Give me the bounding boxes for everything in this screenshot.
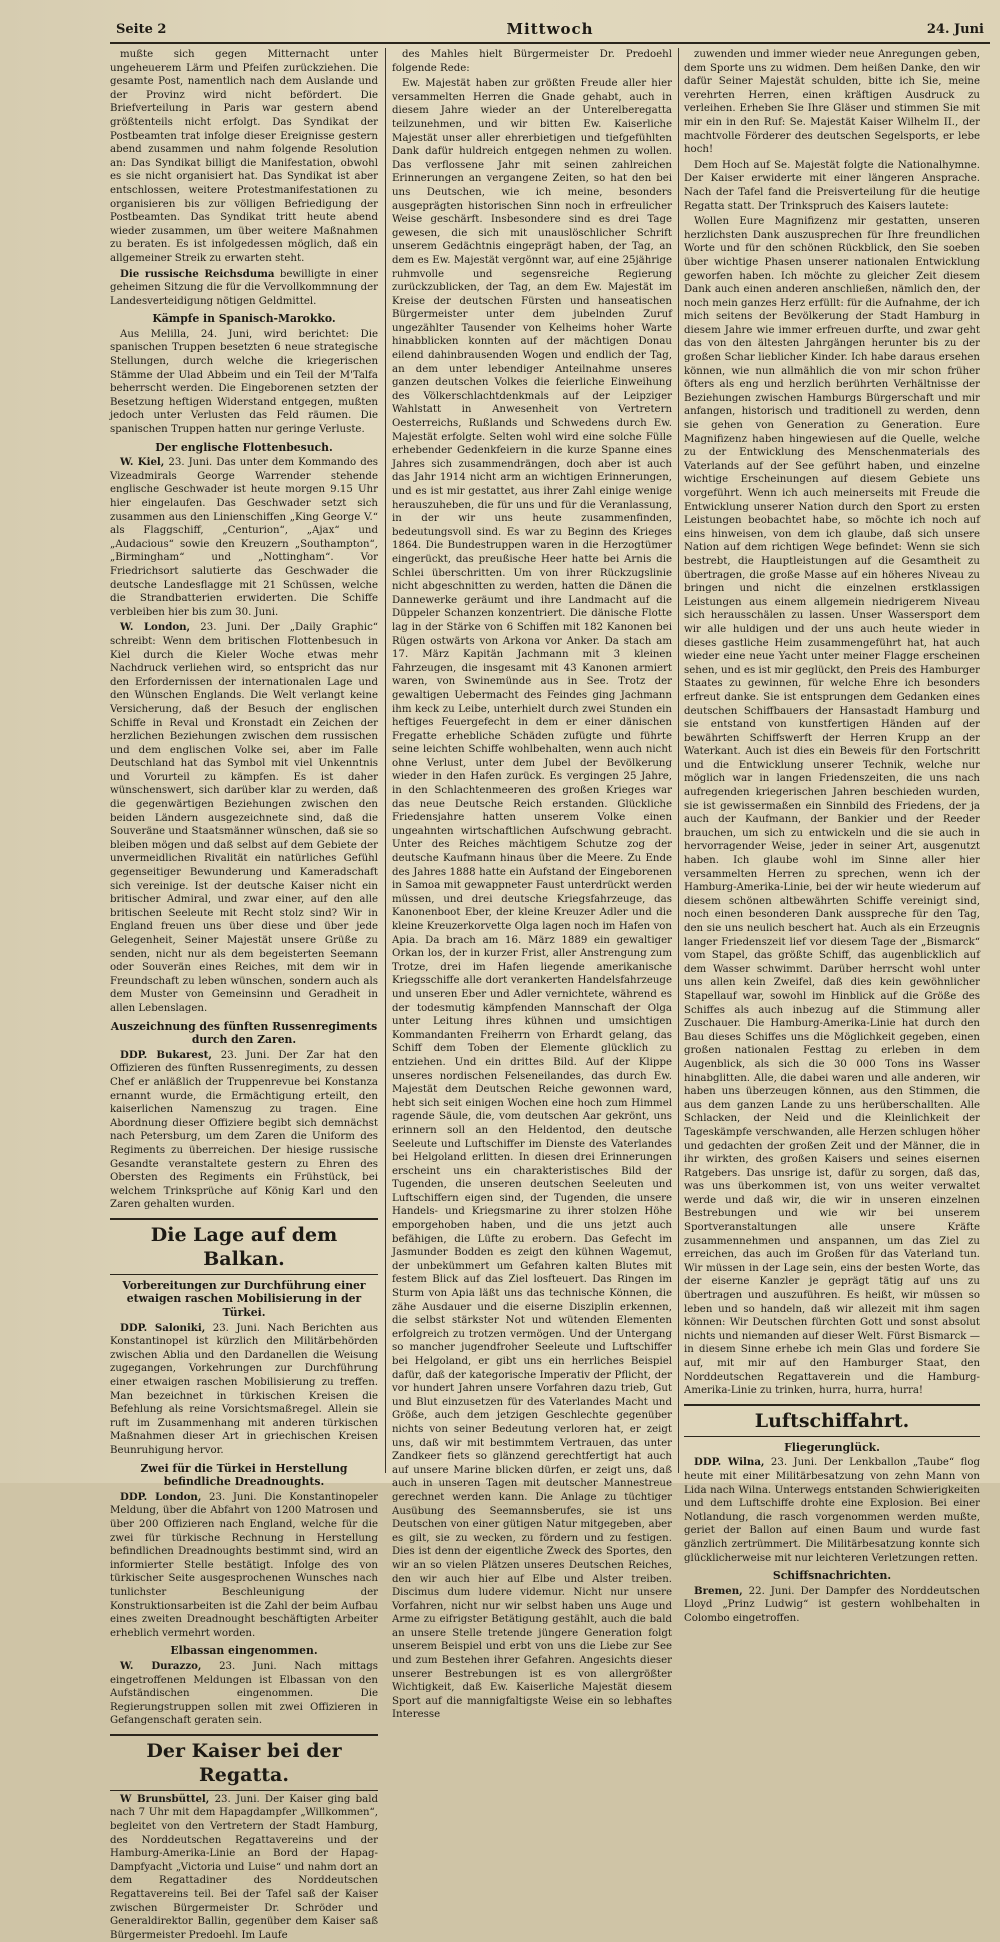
- masthead: [110, 20, 990, 44]
- article-body: 23. Juni. Der Kaiser ging bald nach 7 Uhr mit dem Hapagdampfer „Willkommen“, begleitet von den Vertretern der Stadt Hamburg, des Norddeutschen Regattavereins und der Hamburg-Amerika-Linie an Bord der Hapag-Dampfyacht „Victoria und Luise“ und nahm dort an dem Regattadiner des Norddeutschen Regattavereins teil. Bei der Tafel saß der Kaiser zwischen Bürgermeister Dr. Schröder und Generaldirektor Ballin, gegenüber dem Kaiser saß Bürgermeister Predoehl. Im Laufe: [110, 1793, 378, 1941]
- newspaper-day: Mittwoch: [506, 20, 594, 38]
- article-body: 23. Juni. Der Zar hat den Offizieren des fünften Russenregiments, zu dessen Chef er anläßlich der Truppenrevue bei Konstanza ernannt wurde, die Ermächtigung erteilt, den kaiserlichen Namenszug zu tragen. Eine Abordnung dieser Offiziere begibt sich demnächst nach Petersburg, um dem Zaren die Uniform des Regiments zu überreichen. Der hiesige russische Gesandte veranstaltete gestern zu Ehren des Obersten des Regiments ein Frühstück, bei welchem Trinksprüche auf König Karl und den Zaren gehalten wurden.: [110, 1049, 378, 1211]
- article-lead: W. Kiel,: [120, 456, 165, 469]
- article-heading: Kämpfe in Spanisch-Marokko.: [152, 312, 336, 326]
- article-lead: Bremen,: [694, 1584, 743, 1597]
- article-heading: Auszeichnung des fünften Russenregiments durch den Zaren.: [110, 1019, 378, 1047]
- article-text: [684, 1585, 980, 1626]
- article-body: 23. Juni. Das unter dem Kommando des Vizeadmirals George Warrender stehende englische Geschwader ist heute morgen 9.15 Uhr hier eingelaufen. Das Geschwader setzt sich zusammen aus den Linienschiffen „King George V.“ als Flaggschiff, „Centurion“, „Ajax“ und „Audacious“ sowie den Kreuzern „Southampton“, „Birmingham“ und „Nottingham“. Vor Friedrichsort salutierte das Geschwader die deutsche Landesflagge mit 21 Schüssen, welche die Strandbatterien erwiderten. Die Schiffe verbleiben hier bis zum 30. Juni.: [110, 457, 378, 618]
- section-headline: Luftschiffahrt.: [684, 1404, 980, 1437]
- article-heading: Der englische Flottenbesuch.: [155, 440, 333, 454]
- article-text: [110, 1660, 378, 1728]
- section-headline: Der Kaiser bei der Regatta.: [110, 1734, 378, 1791]
- article-body: 23. Juni. Der Lenkballon „Taube“ flog heute mit einer Militärbesatzung von zehn Mann von Lida nach Wilna. Unterwegs entstanden Schwierigkeiten und dem Luftschiffe drohte eine Explosion. Bei einer Notlandung, die rasch vorgenommen werden mußte, geriet der Ballon auf einen Baum und wurde fast gänzlich zertrümmert. Die Militärbesatzung konnte sich glücklicherweise mit nur leichteren Verletzungen retten.: [684, 1457, 980, 1564]
- article-text: des Mahles hielt Bürgermeister Dr. Predoehl folgende Rede:: [392, 49, 672, 74]
- article-text: Aus Melilla, 24. Juni, wird berichtet: Die spanischen Truppen besetzten 6 neue strategische Stellungen, durch welche die kriegerischen Stämme der Ulad Abbeim und ein Teil der M'Talfa beherrscht werden. Die Eingeborenen setzten der Besetzung heftigen Widerstand entgegen, mußten jedoch unter Verlusten das Feld räumen. Die spanischen Truppen hatten nur geringe Verluste.: [110, 328, 378, 436]
- article-text: [110, 1491, 378, 1641]
- article-heading: Schiffsnachrichten.: [772, 1569, 892, 1583]
- article-text: mußte sich gegen Mitternacht unter ungeheuerem Lärm und Pfeifen zurückziehen. Die gesamte Post, namentlich nach dem Auslande und der Provinz wird nicht befördert. Die Briefverteilung in Paris war gestern abend größtenteils nicht erfolgt. Das Syndikat der Postbeamten trat infolge dieser Ereignisse gestern abend zusammen und nahm folgende Resolution an: Das Syndikat billigt die Manifestation, obwohl es sie nicht organisiert hat. Das Syndikat ist aber entschlossen, weitere Protestmanifestationen zu organisieren bis zur völligen Befriedigung der Postbeamten. Das Syndikat tritt heute abend wieder zusammen, um über weitere Maßnahmen zu beraten. Es ist infolgedessen möglich, daß ein allgemeiner Streik zu erwarten steht.: [110, 49, 378, 264]
- article-heading: Fliegerunglück.: [784, 1440, 880, 1454]
- article-lead: W. Durazzo,: [120, 1659, 202, 1672]
- article-text: Dem Hoch auf Se. Majestät folgte die Nationalhymne. Der Kaiser erwiderte mit einer längeren Ansprache. Nach der Tafel fand die Preisverteilung für die heutige Regatta statt. Der Trinkspruch des Kaisers lautete:: [684, 159, 980, 212]
- section-headline: Die Lage auf dem Balkan.: [110, 1218, 378, 1275]
- column-3: [684, 48, 980, 1624]
- article-text: [110, 621, 378, 1015]
- article-text: Ew. Majestät haben zur größten Freude aller hier versammelten Herren die Gnade gehabt, auch in diesem Jahre wieder an der Unterelberegatta teilzunehmen, und wir bitten Ew. Kaiserliche Majestät unser aller ehrerbietigen und tiefgefühlten Dank dafür huldreich entgegen nehmen zu wollen. Das verflossene Jahr mit seinen zahlreichen Erinnerungen an vergangene Zeiten, so hat den bei uns Deutschen, wie ich meine, besonders ausgeprägten historischen Sinn noch in erfreulicher Weise geschärft. Insbesondere sind es drei Tage gewesen, die sich mit unauslöschlicher Schrift unserem Gedächtnis eingeprägt haben, der Tag, an dem es Ew. Majestät vergönnt war, auf eine 25jährige ruhmvolle und segensreiche Regierung zurückzublicken, der Tag, an dem Ew. Majestät im Kreise der deutschen Fürsten und hanseatischen Bürgermeister unter dem jubelnden Zuruf ungezählter Tausender von Kelheims hoher Warte hinabblicken konnten auf der mächtigen Donau eilend dahinbrausenden Wogen und endlich der Tag, an dem unter lebendiger Anteilnahme unseres ganzen deutschen Volkes die feierliche Einweihung des Völkerschlachtdenkmals auf der Leipziger Wahlstatt in Anwesenheit von Vertretern Oesterreichs, Rußlands und Schwedens durch Ew. Majestät erfolgte. Selten wohl wird eine solche Fülle erhebender Gedenkfeiern in die kurze Spanne eines Jahres sich zusammendrängen, doch aber ist auch das Jahr 1914 nicht arm an wichtigen Erinnerungen, und es ist mir gestattet, aus ihrer Zahl einige wenige herauszuheben, die für uns und für die Veranlassung, in der wir uns heute zusammenfinden, bedeutungsvoll sind. Es war zu Beginn des Krieges 1864. Die Bundestruppen waren in die Herzogtümer eingerückt, das preußische Heer hatte bei Arnis die Schlei überschritten. Um von ihrer Rückzugslinie nicht abgeschnitten zu werden, hatten die Dänen die Dannewerke geräumt und ihre Landmacht auf die Düppeler Schanzen konzentriert. Die dänische Flotte lag in der Stärke von 6 Schiffen mit 182 Kanonen bei Rügen ostwärts von Arkona vor Anker. Da stach am 17. März Kapitän Jachmann mit 3 kleinen Fahrzeugen, die insgesamt mit 43 Kanonen armiert waren, von Swinemünde aus in See. Trotz der gewaltigen Uebermacht des Feindes ging Jachmann ihm keck zu Leibe, unterhielt durch zwei Stunden ein heftiges Feuergefecht in dem er einer dänischen Fregatte erhebliche Schäden zufügte und führte seine leichten Schiffe wohlbehalten, wenn auch nicht ohne Verlust, unter dem Jubel der Bevölkerung wieder in den Hafen zurück. Es vergingen 25 Jahre, in den Schlachtenmeeren des großen Krieges war das neue Deutsche Reich erstanden. Glückliche Friedensjahre hatten unserem Volke einen ungeahnten wirtschaftlichen Aufschwung gebracht. Unter des Reiches mächtigem Schutze zog der deutsche Kaufmann hinaus über die Meere. Zu Ende des Jahres 1888 hatte ein Aufstand der Eingeborenen in Samoa mit gewappneter Faust unterdrückt werden müssen, und drei deutsche Kriegsfahrzeuge, das Kanonenboot Eber, der kleine Kreuzer Adler und die kleine Kreuzerkorvette Olga lagen noch im Hafen von Apia. Da brach am 16. März 1889 ein gewaltiger Orkan los, der in kurzer Frist, aller Anstrengung zum Trotze, drei im Hafen liegende amerikanische Kriegsschiffe alle dort verankerten Handelsfahrzeuge und unseren Eber und Adler vernichtete, während es der todesmutig kämpfenden Mannschaft der Olga unter Leitung ihres kühnen und umsichtigen Kommandanten Freiherrn von Erhardt gelang, das Schiff dem Toben der Elemente glücklich zu entziehen. Und ein drittes Bild. Auf der Klippe unseres nordischen Felseneilandes, das durch Ew. Majestät dem Deutschen Reiche gewonnen ward, hebt sich seit einigen Wochen eine hoch zum Himmel ragende Säule, die, vom deutschen Aar gekrönt, uns erinnern soll an den Heldentod, den deutsche Seeleute und Luftschiffer im Dienste des Vaterlandes bei Helgoland erlitten. In diesen drei Erinnerungen erscheint uns ein charakteristisches Bild der Tugenden, die unseren deutschen Seeleuten und Luftschiffern eigen sind, der Tugenden, die unsere Handels- und Kriegsmarine zu ihrer stolzen Höhe emporgehoben haben, und die uns jetzt auch befähigen, die Lüfte zu erobern. Das Gefecht im Jasmunder Bodden es zeigt den kühnen Wagemut, der unbekümmert um Gefahren kalten Blutes mit festem Blick auf das Ziel losfteuert. Das Ringen im Sturm von Apia läßt uns das technische Können, die zähe Ausdauer und die eiserne Disziplin erkennen, die selbst stärkster Not und wütenden Elementen erfolgreich zu trotzen vermögen. Und der Untergang so mancher jugendfroher Seeleute und Luftschiffer bei Helgoland, er gibt uns ein herrliches Beispiel dafür, daß der kategorische Imperativ der Pflicht, der vor hundert Jahren unsere Vorfahren dazu trieb, Gut und Blut einzusetzen für des Vaterlandes Macht und Größe, auch dem jetzigen Geschlechte gegenüber nichts von seiner Bedeutung verloren hat, er zeigt uns, daß wir mit bestimmtem Vertrauen, das unter Zandkeer fiets so glänzend gerechtfertigt hat auch auf unsere Marine blicken dürfen, er zeigt uns, daß auch in unseren Tagen mit deutscher Mannestreue gerechnet werden kann. Die Anlage zu tüchtiger Ausübung des Seemannsberufes, sie ist uns Deutschen von einer gütigen Natur mitgegeben, aber es gilt, sie zu wecken, zu fördern und zu festigen. Dies ist denn der eigentliche Zweck des Sportes, den wir an so vielen Plätzen unseres Deutschen Reiches, den wir auch hier auf Elbe und Alster treiben. Discimus dum ludere videmur. Nicht nur unsere Vorfahren, nicht nur wir selbst haben uns Auge und Arme zu eifrigster Betätigung gestählt, auch die bald an unsere Stelle tretende jüngere Generation folgt unserem Beispiel und erbt von uns die Liebe zur See und zum Bestehen ihrer Gefahren. Angesichts dieser unserer Bestrebungen ist es von allergrößter Wichtigkeit, daß Ew. Kaiserliche Majestät diesem Sport auf die mannigfaltigste Weise ein so lebhaftes Interesse: [392, 78, 672, 1721]
- column-rule: [678, 48, 679, 1473]
- article-text: [684, 1456, 980, 1565]
- article-text: [110, 456, 378, 619]
- column-1: [110, 48, 378, 1941]
- article-body: 22. Juni. Der Dampfer des Norddeutschen Lloyd „Prinz Ludwig“ ist gestern wohlbehalten in Colombo eingetroffen.: [684, 1585, 980, 1624]
- article-lead: DDP. Saloniki,: [120, 1321, 206, 1334]
- article-lead: W. London,: [120, 621, 191, 634]
- article-text: Wollen Eure Magnifizenz mir gestatten, unseren herzlichsten Dank auszusprechen für Ihre freundlichen Worte und für den schönen Rückblick, den Sie soeben über wichtige Phasen unserer nationalen Entwicklung geworfen haben. Ich möchte zu gleicher Zeit diesem Dank auch einen anderen anschließen, nämlich den, der noch mein ganzes Herz erfüllt: für die Aufnahme, der ich mich seitens der Bevölkerung der Stadt Hamburg in diesem Jahre wie immer erfreuen durfte, und zwar geht das von den ältesten Jahrgängen herunter bis zu der großen Schar lieblicher Kinder. Ich habe daraus ersehen können, wie nun allmählich die von mir schon früher öfters als eng und herzlich berührten Verhältnisse der Beziehungen zwischen Hamburgs Bürgerschaft und mir anfangen, historisch und traditionell zu werden, denn sie gehen von Generation zu Generation. Eure Magnifizenz haben hingewiesen auf die Quelle, welche zu der Entwicklung des Menschenmaterials des Vaterlands auf der See geführt haben, und einzelne wichtige Erscheinungen auf diesem Gebiete uns vorgeführt. Wenn ich auch meinerseits mit Freude die Entwicklung unserer Nation durch den Sport zu ersten Leistungen beobachtet habe, so möchte ich noch auf eins hinweisen, von dem ich glaube, daß sich unsere Nation auf dem richtigen Wege befindet: Wenn sie sich bestrebt, die Hauptleistungen auf die Gesamtheit zu übertragen, die große Masse auf ein höheres Niveau zu bringen und nicht die einzelnen erstklassigen Leistungen aus einem allgemein niedrigerem Niveau sich herausschälen zu lassen. Unser Wassersport dem wir alle huldigen und der uns auch heute wieder in dieses gastliche Heim zusammengeführt hat, hat auch wieder eine neue Yacht unter meiner Flagge erscheinen sehen, und es ist mir geglückt, den Preis des Hamburger Staates zu gewinnen, für welche Ehre ich besonders erfreut danke. Sie ist entsprungen dem Gedanken eines deutschen Schiffbauers der Hansastadt Hamburg und sie entstand von kunstfertigen Händen auf der bewährten Schiffswerft der Herren Krupp an der Waterkant. Auch ist dies ein Beweis für den Fortschritt und die Entwicklung unserer Technik, welche nur möglich war in langen Friedenszeiten, die uns nach aufregenden kriegerischen Jahren beschieden wurden, sie ist gewissermaßen ein Sinnbild des Friedens, der ja auch der Kaufmann, der Bankier und der Reeder brauchen, um sich zu entwickeln und die sie auch in hervorragender Weise, jeder in seiner Art, ausgenutzt haben. Ich glaube wohl im Sinne aller hier versammelten Herren zu sprechen, wenn ich der Hamburg-Amerika-Linie, bei der wir heute wiederum auf diesem schönen altbewährten Schiffe vereinigt sind, noch einen besonderen Dank ausspreche für den Tag, den sie uns neulich beschert hat. Auch als ein Erzeugnis langer Friedenszeit lief vor diesem Tage der „Bismarck“ vom Stapel, das größte Schiff, das augenblicklich auf dem Wasser schwimmt. Darüber herrscht wohl unter uns allen kein Zweifel, daß dies kein gewöhnlicher Stapellauf war, sowohl im Hinblick auf die Größe des Schiffes als auch inbezug auf die Stimmung aller Zuschauer. Die Hamburg-Amerika-Linie hat durch den Bau dieses Schiffes uns die Möglichkeit gegeben, einen großen nationalen Festtag zu erleben in dem Augenblick, als sich die 30 000 Tons ins Wasser hinabglitten. Alle, die dabei waren und alle anderen, wir haben uns überzeugen können, aus den Stimmen, die aus dem ganzen Lande zu uns herüberschallten. Alle Schlacken, der Neid und die Kleinlichkeit der Tageskämpfe verschwanden, alle Herzen schlugen höher und gedachten der großen Zeit und der Männer, die in ihr wirkten, des großen Kaisers und seines eisernen Ratgebers. Das unsrige ist, dafür zu sorgen, daß das, was uns überkommen ist, von uns weiter verwaltet werde und daß wir, die wir in unseren einzelnen Bestrebungen und wie wir bei unserem Sportveranstaltungen alle unsere Kräfte zusammennehmen und anspannen, um das Ziel zu erreichen, das auch im Großen für das Vaterland tun. Wir müssen in der Lage sein, eins der besten Worte, das der eiserne Kanzler je geprägt tätig auf uns zu übertragen und auszuführen. Es heißt, wir müssen so leben und so handeln, daß wir allezeit mit ihm sagen können: Wir Deutschen fürchten Gott und sonst absolut nichts und niemanden auf dieser Welt. Fürst Bismarck — in diesem Sinne erhebe ich mein Glas und fordere Sie auf, mit mir auf den Hamburger Staat, den Norddeutschen Regattaverein und die Hamburg-Amerika-Linie zu trinken, hurra, hurra, hurra!: [684, 216, 980, 1397]
- article-text: [110, 268, 378, 309]
- article-body: bewilligte in einer geheimen Sitzung die für die Vervollkommnung der Landesverteidigung nötigen Geldmittel.: [110, 268, 378, 307]
- article-text: zuwenden und immer wieder neue Anregungen geben, dem Sporte uns zu widmen. Dem heißen Danke, den wir dafür Seiner Majestät schulden, bitte ich Sie, meine verehrten Herren, einen kräftigen Ausdruck zu verleihen. Erheben Sie Ihre Gläser und stimmen Sie mit mir ein in den Ruf: Se. Majestät Kaiser Wilhelm II., der machtvolle Förderer des deutschen Segelsports, er lebe hoch!: [684, 49, 980, 156]
- article-body: 23. Juni. Nach Berichten aus Konstantinopel ist kürzlich den Militärbehörden zwischen Ablia und den Dardanellen die Weisung zugegangen, Vorkehrungen zur Durchführung einer etwaigen raschen Mobilisierung zu treffen. Man bezeichnet in türkischen Kreisen die Befehlung als reine Vorsichtsmaßregel. Allein sie ruft im Zusammenhang mit anderen türkischen Maßnahmen dieser Art in griechischen Kreisen Beunruhigung hervor.: [110, 1322, 378, 1456]
- article-text: [110, 1049, 378, 1212]
- article-lead: DDP. Bukarest,: [120, 1048, 212, 1061]
- article-body: 23. Juni. Nach mittags eingetroffenen Meldungen ist Elbassan von den Aufständischen eingenommen. Die Regierungstruppen sollen mit zwei Offizieren in Gefangenschaft geraten sein.: [110, 1660, 378, 1727]
- page-number: Seite 2: [116, 22, 167, 37]
- article-body: 23. Juni. Die Konstantinopeler Meldung, über die Abfahrt von 1200 Matrosen und über 200 Offizieren nach England, welche für die zwei für türkische Rechnung in Herstellung befindlichen Dreadnoughts bestimmt sind, wird an informierter Stelle bestätigt. Infolge des von türkischer Seite ausgesprochenen Wunsches nach tunlichster Beschleunigung der Konstruktionsarbeiten ist die Zahl der beim Aufbau eines zweiten Dreadnought beschäftigten Arbeiter erheblich vermehrt worden.: [110, 1491, 378, 1639]
- article-text: [110, 1322, 378, 1458]
- article-heading: Zwei für die Türkei in Herstellung befindliche Dreadnoughts.: [140, 1461, 348, 1489]
- article-lead: W Brunsbüttel,: [120, 1792, 210, 1805]
- article-lead: DDP. Wilna,: [694, 1456, 765, 1469]
- article-lead: DDP. London,: [120, 1490, 202, 1503]
- article-body: 23. Juni. Der „Daily Graphic“ schreibt: Wenn dem britischen Flottenbesuch in Kiel durch die Kieler Woche etwas mehr Nachdruck verliehen wird, so entspricht das nur den Erfordernissen der internationalen Lage und den Wünschen Englands. Die Welt verlangt keine Versicherung, daß der Besuch der englischen Schiffe in Reval und Kronstadt ein Zeichen der herzlichen Beziehungen zwischen dem russischen und dem englischen Volke sei, aber im Falle Deutschland hat das Symbol mit viel Unkenntnis und Vorurteil zu kämpfen. Es ist daher wünschenswert, sich darüber klar zu werden, daß die gegenwärtigen Beziehungen zwischen den beiden Ländern ausgezeichnete sind, daß die Souveräne und Staatsmänner wünschen, daß sie so bleiben mögen und daß selbst auf dem Gebiete der unvermeidlichen Rivalität ein natürliches Gefühl gegenseitiger Bewunderung und Kameradschaft sich vereinige. Ist der deutsche Kaiser nicht ein britischer Admiral, und zwar einer, auf den alle britischen Seeleute mit Recht stolz sind? Wir in England freuen uns über diese und über jede Gelegenheit, Seiner Majestät unsere Grüße zu senden, nicht nur als dem begeisterten Seemann oder Souverän eines Reiches, mit dem wir in Freundschaft zu leben wünschen, sondern auch als dem Muster von Gemeinsinn und Geradheit in allen Lebenslagen.: [110, 622, 378, 1014]
- column-2: [392, 48, 672, 1721]
- column-rule: [385, 48, 386, 1473]
- article-text: [110, 1793, 378, 1942]
- article-heading: Vorbereitungen zur Durchführung einer etwaigen raschen Mobilisierung in der Türkei.: [122, 1278, 366, 1320]
- article-lead: Die russische Reichsduma: [120, 267, 275, 280]
- article-heading: Elbassan eingenommen.: [170, 1644, 318, 1658]
- issue-date: 24. Juni: [926, 22, 984, 37]
